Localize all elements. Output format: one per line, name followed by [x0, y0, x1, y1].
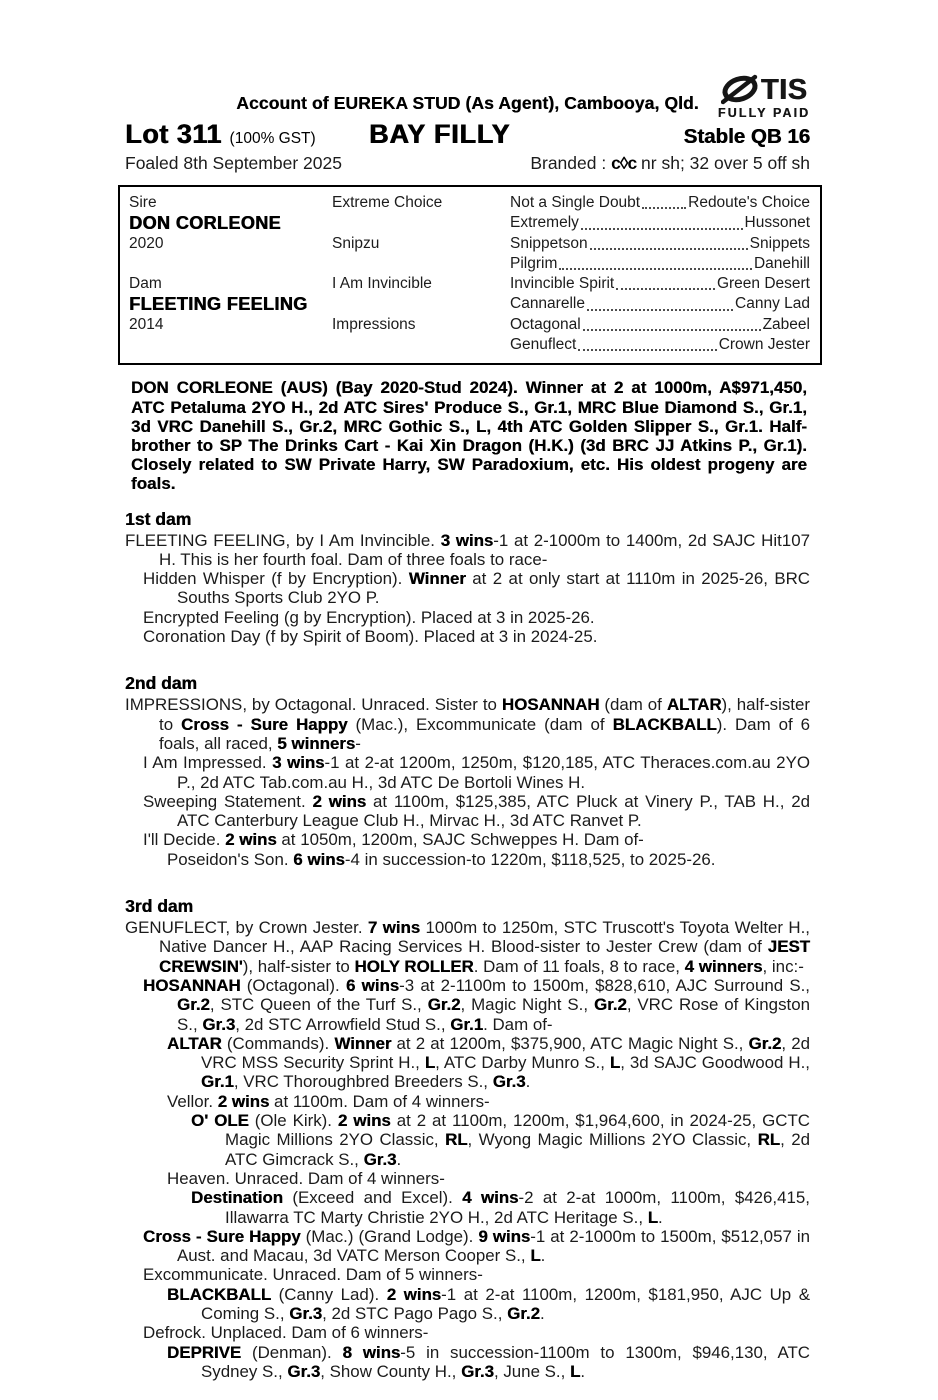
ancestor-name: Cannarelle	[510, 295, 585, 313]
pedigree-entry: Sweeping Statement. 2 wins at 1100m, $125,385, ATC Pluck at Vinery P., TAB H., 2d ATC Canterbury League Club H., Mirvac H., 3d ATC Ranvet P.	[143, 791, 810, 831]
pedigree-entry: Hidden Whisper (f by Encryption). Winner at 2 at only start at 1110m in 2025-26, BRC Souths Sports Club 2YO P.	[143, 569, 810, 608]
foaled-date: Foaled 8th September 2025	[125, 153, 342, 173]
qtis-q-icon	[721, 74, 760, 105]
stable-number: Stable QB 16	[683, 125, 810, 148]
sire-description: DON CORLEONE (AUS) (Bay 2020-Stud 2024). Winner at 2 at 1000m, A$971,450, ATC Petaluma 2YO H., 2d ATC Sires' Produce S., Gr.1, MRC Blue Diamond S., Gr.1, 3d VRC Danehill S., Gr.2, MRC Gothic S., L, 4th ATC Golden Slipper S., Gr.1. Half-brother to SP The Drinks Cart - Kai Xin Dragon (H.K.) (3d BRC JJ Atkins P., Gr.1). Closely related to SW Private Harry, SW Paradoxium, etc. His oldest progeny are foals.	[131, 378, 807, 494]
pedigree-grandparent	[332, 335, 510, 355]
gst-note: (100% GST)	[229, 130, 316, 147]
ancestor-sire: Crown Jester	[718, 336, 810, 354]
pedigree-entry: Destination (Exceed and Excel). 4 wins-2 at 2-at 1000m, 1100m, $426,415, Illawarra TC Marty Christie 2YO H., 2d ATC Heritage S., L.	[191, 1188, 810, 1227]
ancestor-name: Pilgrim	[510, 254, 558, 272]
dot-leader	[616, 288, 715, 290]
ancestor-name: Genuflect	[510, 336, 577, 354]
pedigree-label: 2014	[129, 315, 164, 333]
pedigree-label: Sire	[129, 194, 157, 211]
lot-row	[125, 119, 810, 150]
pedigree-entry: ALTAR (Commands). Winner at 2 at 1200m, $375,900, ATC Magic Night S., Gr.2, 2d VRC MSS Security Sprint H., L, ATC Darby Munro S., L, 3d SAJC Goodwood H., Gr.1, VRC Thoroughbred Breeders S., Gr.3.	[167, 1033, 810, 1092]
pedigree-grandparent	[332, 254, 510, 274]
pedigree-entry: HOSANNAH (Octagonal). 6 wins-3 at 2-1100m to 1500m, $828,610, AJC Surround S., Gr.2, STC Queen of the Turf S., Gr.2, Magic Night S., Gr.2, VRC Rose of Kingston S., Gr.3, 2d STC Arrowfield Stud S., Gr.1. Dam of-	[143, 975, 810, 1034]
ancestor-sire: Hussonet	[744, 214, 810, 232]
branded-prefix: Branded :	[530, 153, 612, 173]
pedigree-entry: I Am Impressed. 3 wins-1 at 2-at 1200m, 1250m, $120,185, ATC Theraces.com.au 2YO P., 2d ATC Tab.com.au H., 3d ATC De Bortoli Wines H.	[143, 753, 810, 792]
dam-section	[125, 673, 810, 869]
pedigree-label: Dam	[129, 275, 162, 293]
pedigree-label: 2020	[129, 234, 164, 252]
pedigree-ancestor-row	[510, 294, 810, 314]
pedigree-entry: Vellor. 2 wins at 1100m. Dam of 4 winners-	[167, 1091, 490, 1111]
qtis-logo	[714, 74, 814, 120]
pedigree-ancestor-row	[510, 234, 810, 254]
dot-leader	[578, 349, 716, 351]
pedigree-horse-name: FLEETING FEELING	[129, 294, 308, 315]
pedigree-entry: DEPRIVE (Denman). 8 wins-5 in succession-1100m to 1300m, $946,130, ATC Sydney S., Gr.3, Show County H., Gr.3, June S., L.	[167, 1342, 810, 1381]
pedigree-entry: IMPRESSIONS, by Octagonal. Unraced. Sister to HOSANNAH (dam of ALTAR), half-sister to Cross - Sure Happy (Mac.), Excommunicate (dam of BLACKBALL). Dam of 6 foals, all raced, 5 winners-	[125, 695, 811, 753]
dam-heading: 1st dam	[125, 508, 192, 529]
ancestor-name: Not a Single Doubt	[510, 194, 641, 211]
dot-leader	[581, 228, 743, 230]
pedigree-entry: Cross - Sure Happy (Mac.) (Grand Lodge). 9 wins-1 at 2-1000m to 1500m, $512,057 in Aust. and Macau, 3d VATC Merson Cooper S., L.	[143, 1226, 810, 1266]
ancestor-name: Octagonal	[510, 315, 581, 333]
pedigree-entry: BLACKBALL (Canny Lad). 2 wins-1 at 2-at 1100m, 1200m, $181,950, AJC Up & Coming S., Gr.3, 2d STC Pago Pago S., Gr.2.	[167, 1284, 810, 1323]
ancestor-sire: Snippets	[749, 234, 810, 252]
pedigree-entry: Defrock. Unplaced. Dam of 6 winners-	[143, 1323, 429, 1343]
branded-suffix: nr sh; 32 over 5 off sh	[636, 153, 810, 173]
account-line: Account of EUREKA STUD (As Agent), Cambooya, Qld.	[236, 93, 699, 113]
pedigree-entry: O' OLE (Ole Kirk). 2 wins at 2 at 1100m, 1200m, $1,964,600, in 2024-25, GCTC Magic Millions 2YO Classic, RL, Wyong Magic Millions 2YO Classic, RL, 2d ATC Gimcrack S., Gr.3.	[191, 1111, 810, 1169]
foal-row	[125, 153, 810, 174]
pedigree-col-generation3	[510, 193, 810, 355]
ancestor-name: Invincible Spirit	[510, 275, 615, 293]
brand-info	[530, 153, 810, 174]
pedigree-grandparent: Extreme Choice	[332, 194, 443, 211]
pedigree-grandparent: I Am Invincible	[332, 275, 432, 293]
brand-mark: c◊c	[611, 153, 637, 173]
lot-left	[125, 119, 316, 150]
dam-section	[125, 896, 810, 1381]
pedigree-ancestor-row	[510, 274, 810, 294]
pedigree-ancestor-row	[510, 254, 810, 274]
pedigree-entry: I'll Decide. 2 wins at 1050m, 1200m, SAJC Schweppes H. Dam of-	[143, 830, 644, 850]
qtis-logo-text: TIS	[760, 73, 808, 106]
ancestor-sire: Zabeel	[762, 315, 810, 333]
dot-leader	[559, 268, 752, 270]
pedigree-table	[118, 185, 822, 365]
ancestor-name: Snippetson	[510, 234, 588, 252]
pedigree-label	[129, 335, 332, 355]
pedigree-entry: Coronation Day (f by Spirit of Boom). Placed at 3 in 2024-25.	[143, 627, 598, 647]
dam-heading: 3rd dam	[125, 896, 194, 917]
pedigree-col-generation1	[129, 193, 332, 355]
pedigree-entry: Encrypted Feeling (g by Encryption). Placed at 3 in 2025-26.	[143, 607, 595, 627]
dam-section	[125, 509, 810, 647]
pedigree-horse-name: DON CORLEONE	[129, 213, 281, 234]
dot-leader	[642, 207, 686, 209]
pedigree-entry: GENUFLECT, by Crown Jester. 7 wins 1000m to 1250m, STC Truscott's Toyota Welter H., Native Dancer H., AAP Racing Services H. Blood-sister to Jester Crew (dam of JEST CREWSIN'), half-sister to HOLY ROLLER. Dam of 11 foals, 8 to race, 4 winners, inc:-	[125, 918, 810, 976]
pedigree-grandparent: Impressions	[332, 315, 416, 333]
pedigree-ancestor-row	[510, 213, 810, 233]
pedigree-label	[129, 254, 332, 274]
pedigree-col-generation2	[332, 193, 510, 355]
dam-sections	[125, 509, 810, 1382]
ancestor-sire: Redoute's Choice	[688, 194, 810, 211]
fully-paid-label: FULLY PAID	[717, 106, 811, 120]
dot-leader	[587, 309, 733, 311]
pedigree-entry: Poseidon's Son. 6 wins-4 in succession-to 1220m, $118,525, to 2025-26.	[167, 849, 716, 869]
pedigree-ancestor-row	[510, 335, 810, 355]
qtis-logo-row	[714, 74, 814, 105]
pedigree-ancestor-row	[510, 315, 810, 335]
dot-leader	[583, 329, 761, 331]
horse-title: BAY FILLY	[368, 119, 511, 149]
ancestor-sire: Green Desert	[716, 275, 810, 293]
pedigree-entry: Excommunicate. Unraced. Dam of 5 winners-	[143, 1265, 483, 1285]
dam-heading: 2nd dam	[125, 673, 197, 694]
pedigree-grandparent	[332, 213, 510, 233]
pedigree-ancestor-row	[510, 193, 810, 213]
lot-number: Lot 311	[125, 119, 222, 149]
pedigree-entry: Heaven. Unraced. Dam of 4 winners-	[167, 1168, 445, 1188]
pedigree-grandparent	[332, 294, 510, 314]
pedigree-entry: FLEETING FEELING, by I Am Invincible. 3 wins-1 at 2-1000m to 1400m, 2d SAJC Hit107 H. This is her fourth foal. Dam of three foals to race-	[125, 530, 810, 569]
ancestor-sire: Danehill	[753, 254, 810, 272]
ancestor-name: Extremely	[510, 214, 579, 232]
ancestor-sire: Canny Lad	[735, 295, 810, 313]
pedigree-grandparent: Snipzu	[332, 234, 380, 252]
dot-leader	[590, 248, 748, 250]
